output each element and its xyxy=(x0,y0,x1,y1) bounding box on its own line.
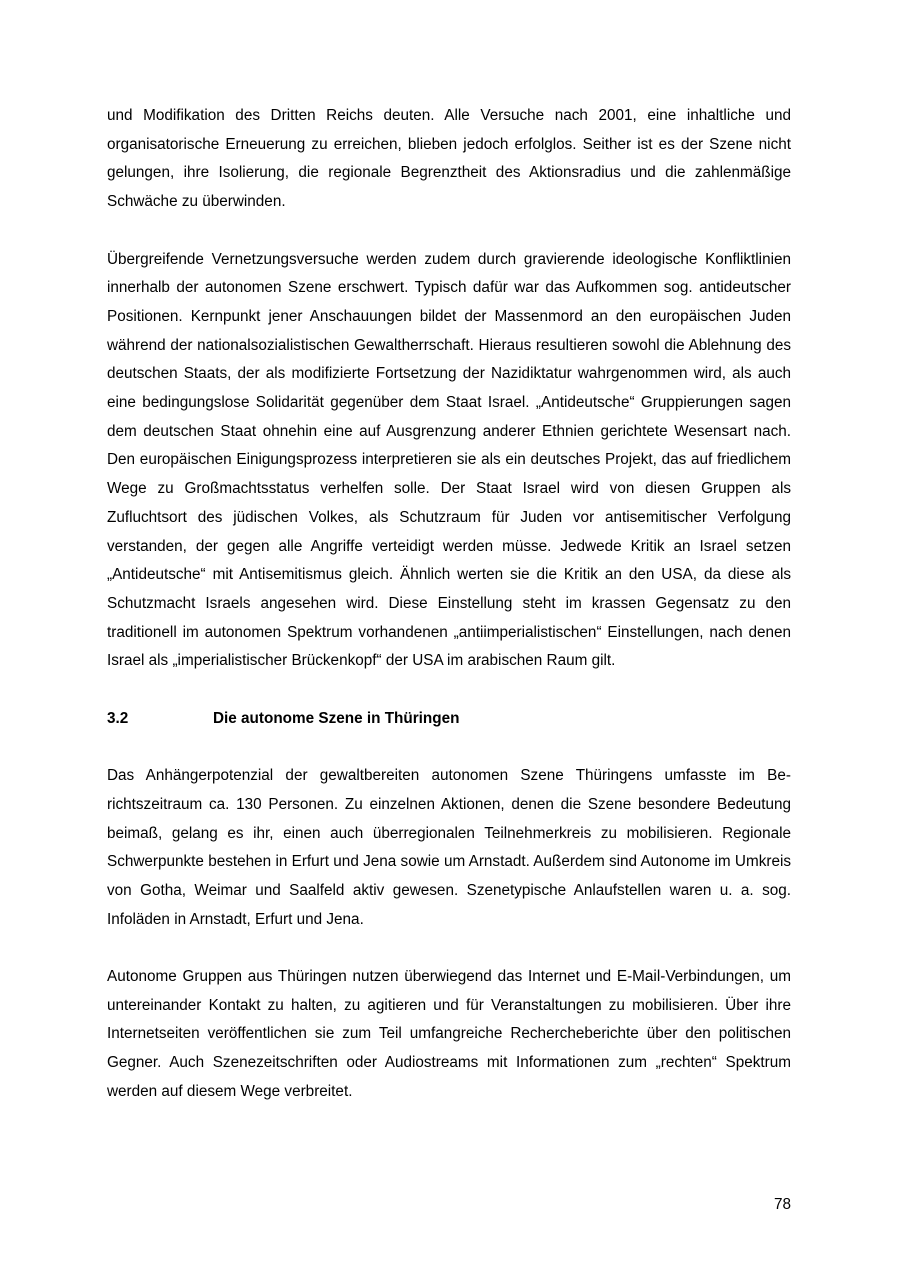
paragraph-spacer xyxy=(107,733,791,762)
paragraph-4: Autonome Gruppen aus Thüringen nutzen überwiegend das Internet und E-Mail-Verbindungen, um untereinander Kontakt zu halten, zu agitieren und für Veranstaltungen zu mobilisieren. Über ihre Internetseiten veröffentlichen sie zum Teil umfangreiche Rechercheberichte über den politischen Gegner. Auch Szenezeitschriften oder Audiostreams mit Informationen zum „rechten“ Spektrum werden auf diesem Wege verbreitet. xyxy=(107,968,791,1100)
section-number: 3.2 xyxy=(107,709,129,727)
paragraph-3: Das Anhängerpotenzial der gewaltbereiten autonomen Szene Thüringens umfasste im Berichtszeitraum ca. 130 Personen. Zu einzelnen Aktionen, denen die Szene besondere Bedeutung beimaß, gelang es ihr, einen auch überregionalen Teilnehmerkreis zu mobilisieren. Regionale Schwerpunkte bestehen in Erfurt und Jena sowie um Arnstadt. Außerdem sind Autonome im Umkreis von Gotha, Weimar und Saalfeld aktiv gewesen. Szenetypische Anlaufstellen waren u. a. sog. Infoläden in Arnstadt, Erfurt und Jena. xyxy=(107,767,791,928)
paragraph-spacer xyxy=(107,217,791,246)
paragraph-2: Übergreifende Vernetzungsversuche werden zudem durch gravierende ideologische Konfliktlinien innerhalb der autonomen Szene erschwert. Typisch dafür war das Aufkommen sog. antideutscher Positionen. Kernpunkt jener Anschauungen bildet der Massenmord an den europäischen Juden während der nationalsozialistischen Gewaltherrschaft. Hieraus resultieren sowohl die Ablehnung des deutschen Staats, der als modifizierte Fortsetzung der Nazidiktatur wahrgenommen wird, als auch eine bedingungslose Solidarität gegenüber dem Staat Israel. „Antideutsche“ Gruppierungen sagen dem deutschen Staat ohnehin eine auf Ausgrenzung anderer Ethnien gerichtete Wesensart nach. Den europäischen Einigungsprozess interpretieren sie als ein deutsches Projekt, das auf friedlichem Wege zu Großmachtsstatus verhelfen solle. Der Staat Israel wird von diesen Gruppen als Zufluchtsort des jüdischen Volkes, als Schutzraum für Juden vor antisemitischer Verfolgung verstanden, der gegen alle Angriffe verteidigt werden müsse. Jedwede Kritik an Israel setzen „Antideutsche“ mit Antisemitismus gleich. Ähnlich werten sie die Kritik an den USA, da diese als Schutzmacht Israels angesehen wird. Diese Einstellung steht im krassen Gegensatz zu den traditionell im autonomen Spektrum vorhandenen „antiimperialistischen“ Einstellungen, nach denen Israel als „imperialistischer Brückenkopf“ der USA im arabischen Raum gilt. xyxy=(107,250,791,670)
section-title: Die autonome Szene in Thüringen xyxy=(213,709,460,727)
section-heading xyxy=(107,705,791,734)
paragraph-spacer xyxy=(107,676,791,705)
paragraph-spacer xyxy=(107,934,791,963)
page-number: 78 xyxy=(773,1196,791,1213)
document-body xyxy=(107,102,791,1107)
paragraph-1: und Modifikation des Dritten Reichs deuten. Alle Versuche nach 2001, eine inhaltliche und organisatorische Erneuerung zu erreichen, blieben jedoch erfolglos. Seither ist es der Szene nicht gelungen, ihre Isolierung, die regionale Begrenztheit des Aktionsradius und die zahlenmäßige Schwäche zu überwinden. xyxy=(107,107,791,211)
